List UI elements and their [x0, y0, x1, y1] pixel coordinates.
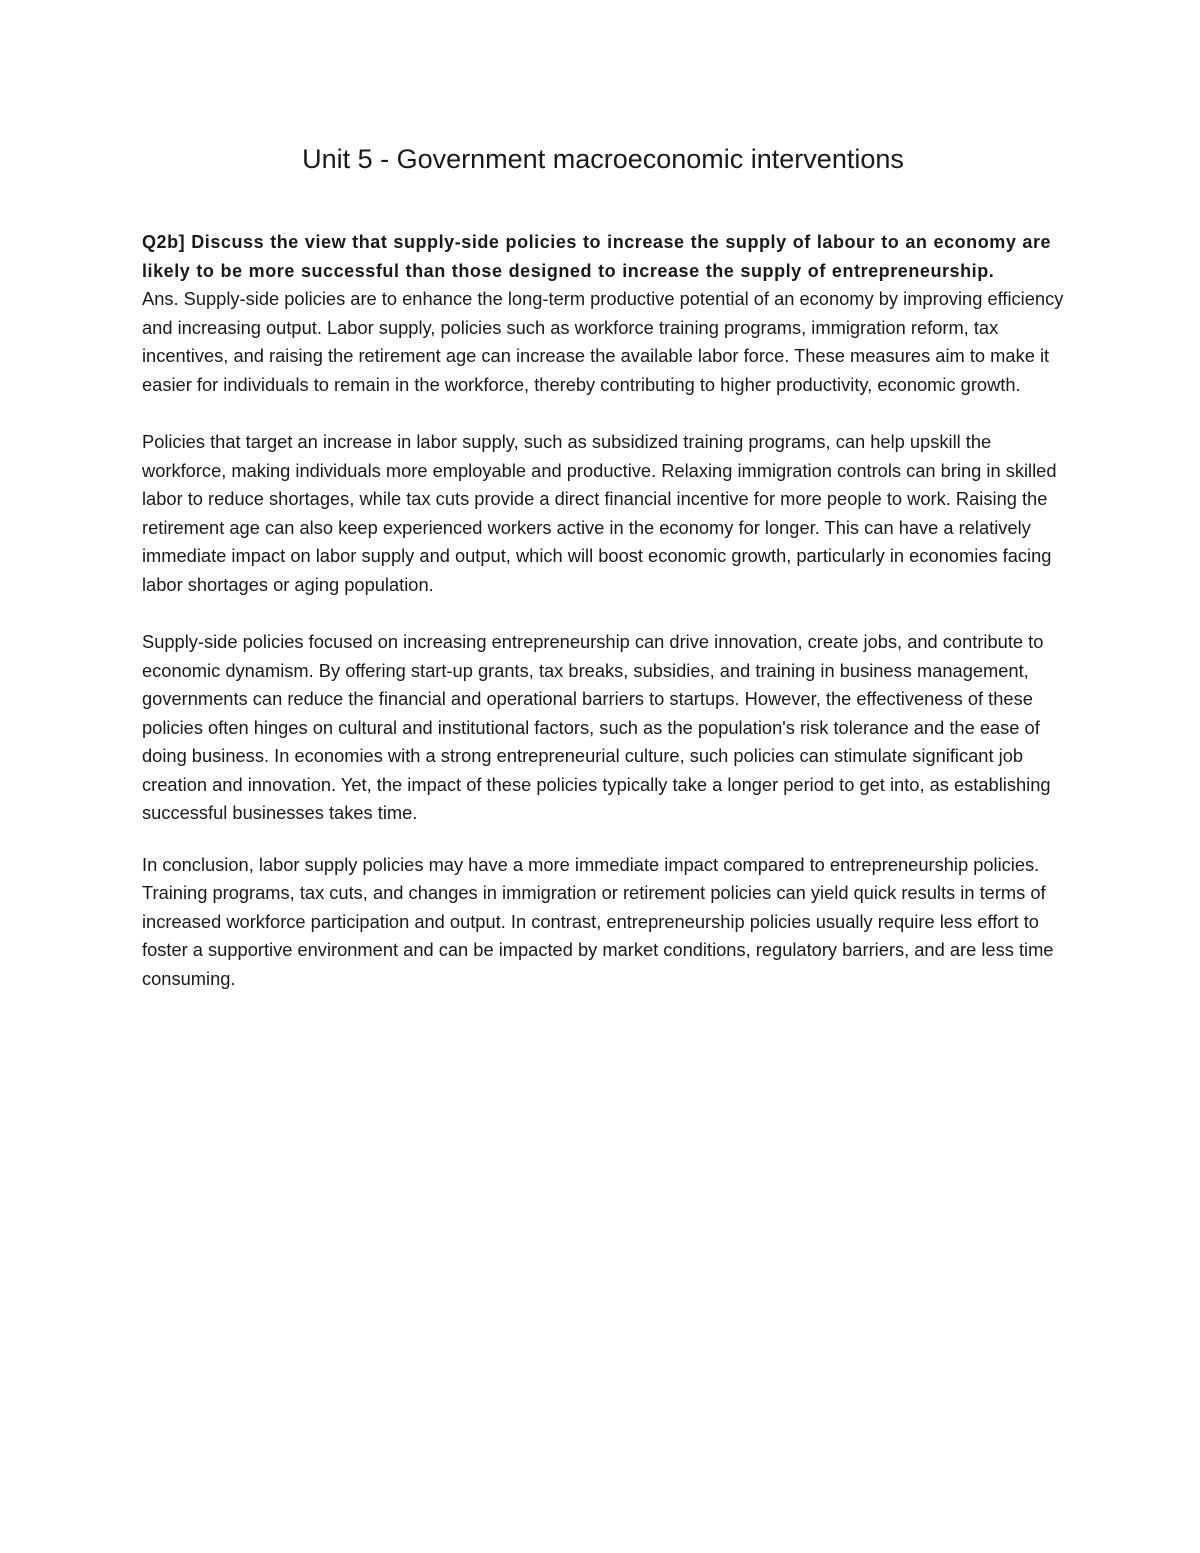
answer-block — [142, 285, 1064, 993]
answer-paragraph-3: Supply-side policies focused on increasing entrepreneurship can drive innovation, create jobs, and contribute to economic dynamism. By offering start-up grants, tax breaks, subsidies, and training in business management, governments can reduce the financial and operational barriers to startups. However, the effectiveness of these policies often hinges on cultural and institutional factors, such as the population's risk tolerance and the ease of doing business. In economies with a strong entrepreneurial culture, such policies can stimulate significant job creation and innovation. Yet, the impact of these policies typically take a longer period to get into, as establishing successful businesses takes time. — [142, 631, 1051, 823]
question-text: Q2b] Discuss the view that supply-side policies to increase the supply of labour to an economy are likely to be more successful than those designed to increase the supply of entrepreneurship. — [142, 232, 1052, 281]
conclusion-paragraph: In conclusion, labor supply policies may have a more immediate impact compared to entrepreneurship policies. Training programs, tax cuts, and changes in immigration or retirement policies can yield quick results in terms of increased workforce participation and output. In contrast, entrepreneurship policies usually require less effort to foster a supportive environment and can be impacted by market conditions, regulatory barriers, and are less time consuming. — [142, 853, 1054, 989]
document-body — [142, 140, 1064, 993]
document-title: Unit 5 - Government macroeconomic interventions — [302, 144, 904, 174]
answer-paragraph-1: Ans. Supply-side policies are to enhance the long-term productive potential of an economy by improving efficiency and increasing output. Labor supply, policies such as workforce training programs, immigration reform, tax incentives, and raising the retirement age can increase the available labor force. These measures aim to make it easier for individuals to remain in the workforce, thereby contributing to higher productivity, economic growth. — [142, 288, 1064, 395]
answer-paragraph-2: Policies that target an increase in labor supply, such as subsidized training programs, can help upskill the workforce, making individuals more employable and productive. Relaxing immigration controls can bring in skilled labor to reduce shortages, while tax cuts provide a direct financial incentive for more people to work. Raising the retirement age can also keep experienced workers active in the economy for longer. This can have a relatively immediate impact on labor supply and output, which will boost economic growth, particularly in economies facing labor shortages or aging population. — [142, 431, 1057, 595]
